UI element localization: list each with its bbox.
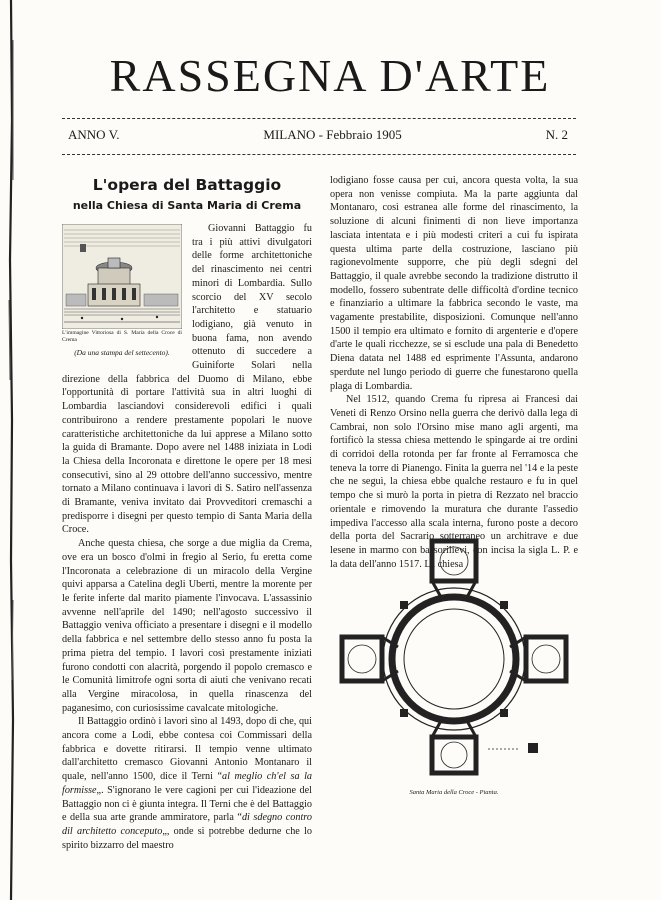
issue-place-date: MILANO - Febbraio 1905 <box>263 127 402 142</box>
article-title: L'opera del Battaggio <box>92 176 282 194</box>
article-body-left <box>62 222 312 852</box>
floor-plan-caption: Santa Maria della Croce - Pianta. <box>409 789 499 796</box>
engraving-credit: (Da una stampa del settecento). <box>74 348 170 357</box>
church-engraving-figure <box>62 224 182 360</box>
masthead-title: RASSEGNA D'ARTE <box>109 50 551 101</box>
issue-volume: ANNO V. <box>68 127 120 142</box>
issue-line <box>68 127 568 143</box>
left-quote-1: al meglio ch'el sa la formisse <box>62 771 313 796</box>
left-paragraph-1: Giovanni Battaggio fu tra i più attivi divulgatori delle forme architettoniche del rinascimento nei centri minori di Lombardia. Sullo scorcio del XV secolo l'architetto e statuario lodigiano, già venuto in buona fama, non avendo ottenuto di succedere a Guiniforte Solari nella direzione della fabbrica del Duomo di Milano, ebbe l'opportunità di portare l'attività sua in altri luoghi di Lombardia lasciandovi considerevoli edifici i quali contribuirono a rendere prestamente popolari le nuove caratteristiche architettoniche da lui apprese a Milano sotto la guida di Bramante. Dopo avere nel 1488 iniziata in Lodi la Chiesa della Incoronata e direttone le opere per 18 mesi consecutivi, sino al 29 ottobre dell'anno successivo, mentre tornato a Milano continuava i lavori di S. Satiro nell'assenza di Bramante, veniva invitato dai Provveditori cremaschi a predisporre i disegni per questo tempio di Santa Maria della Croce. <box>62 223 312 536</box>
article-subtitle: nella Chiesa di Santa Maria di Crema <box>72 199 302 212</box>
right-paragraph-2: Nel 1512, quando Crema fu ripresa ai Francesi dai Veneti di Renzo Orsino nella guerra che derivò dalla lega di Cambrai, non solo l'Orsino mise mano agli argenti, ma fortificò la stessa chiesa mettendo le spingarde ai tre ordini di corridoi della rotonda per far fronte al Ferramosca che teneva la torre di Pianengo. Finita la guerra nel '14 e la peste che ne seguì, la chiesa ebbe qualche restauro e fu in quel tempo che si murò la porta in pietra di Rezzato nel braccio orientale e rimovendo la muratura che durante l'assedio impediva l'accesso alla scala interna, furono poste a decoro della porta del Sacrario sotterraneo un architrave e due lesene in marmo con bassorilievi, con incisa la sigla L. P. e la data dell'anno 1517. La chiesa <box>330 394 578 570</box>
left-paragraph-3-end: , onde si potrebbe dedurne che lo spirito bizzarro del maestro <box>62 825 312 851</box>
left-paragraph-3-start: Il Battaggio ordinò i lavori sino al 1493, dopo di che, qui ancora come a Lodi, ebbe contesa coi Commissari della fabbrica e dovette ritirarsi. Il tempio venne ultimato dall'architetto cremasco Giovanni Antonio Montanaro il quale, nell'anno 1500, dice il Terni <box>62 716 312 783</box>
engraving-inline-caption: L'immagine Vittoriosa di S. Maria della Croce di Crema <box>62 330 182 343</box>
article-body-right <box>330 174 578 571</box>
left-paragraph-3-mid: . S'ignorano le vere cagioni per cui l'ideazione del Battaggio non ci è giunta integra. Il Terni che è del Battaggio e della sua arte grande ammiratore, parla <box>62 784 312 824</box>
masthead-rule-top <box>62 118 576 119</box>
issue-number: N. 2 <box>545 127 568 142</box>
left-paragraph-2: Anche questa chiesa, che sorge a due miglia da Crema, ove era un bosco d'olmi in fregio al Serio, fu eretta come l'Incoronata a celebrazione di un miracolo della Vergine quivi apparsa a Catelina degli Uberti, mentre la morente per le ferite inferte dal marito piamente l'invocava. L'assassinio avvenne nell'aprile del 1490; nell'agosto successivo il Battaggio veniva officiato a presentare i disegni e il modello della fabbrica e nel settembre dello stesso anno fu posta la prima pietra del tempio. I lavori così prestamente iniziati furono condotti con alacrità, porgendo il popolo cremasco e le Comunità limitrofe ogni sorta di aiuti che venivano recati alla Vergine miracolosa, in quella rinascenza del paganesimo, con curiosissime cavalcate mitologiche. <box>62 538 312 714</box>
left-quote-2: di sdegno contro dil architetto conceputo <box>62 812 312 837</box>
right-column <box>330 174 578 571</box>
left-paragraph-3: Il Battaggio ordinò i lavori sino al 1493, dopo di che, qui ancora come a Lodi, ebbe contesa coi Commissari della fabbrica e dovette ritirarsi. Il tempio venne ultimato dall'architetto cremasco Giovanni Antonio Montanaro il quale, nell'anno 1500, dice il Terni “al meglio ch'el sa la formisse„. S'ignorano le vere cagioni per cui l'ideazione del Battaggio non ci è giunta integra. Il Terni che è del Battaggio e della sua arte grande ammiratore, parla “di sdegno contro dil architetto conceputo„, onde si potrebbe dedurne che lo spirito bizzarro del maestro <box>62 716 313 851</box>
masthead-rule-bottom <box>62 154 576 155</box>
right-paragraph-1: lodigiano fosse causa per cui, ancora questa volta, la sua opera non venisse compiuta. Ma la parte aggiunta dal Montanaro, così estranea alle forme del rinascimento, la soluzione di alcuni finimenti di non lieve importanza lasciata intentata e i più modesti criteri a cui fu ispirata questa ultima parte della costruzione, lasciano più ragionevolmente supporre, che più degli sdegni del Battaggio, il quale avrebbe secondo la tradizione distrutto il modello, fossero subentrate delle difficoltà d'ordine tecnico e finanziario a ultimare la fabbrica secondo le vaste, ma vagamente prestabilite, disposizioni. Comunque nell'anno 1500 il tempio era ultimato e fornito di argenterie e d'opere d'arte le quali ricchezze, se si esclude una pala di Benedetto Diena datata nel 1488 ed esprimente l'Assunta, andarono sperdute nel lungo periodo di guerre che funestarono quella plaga di Lombardia. <box>330 175 578 392</box>
church-engraving-image <box>62 224 182 329</box>
left-column <box>62 176 312 852</box>
church-floor-plan <box>338 537 570 777</box>
binding-spine <box>8 0 15 900</box>
